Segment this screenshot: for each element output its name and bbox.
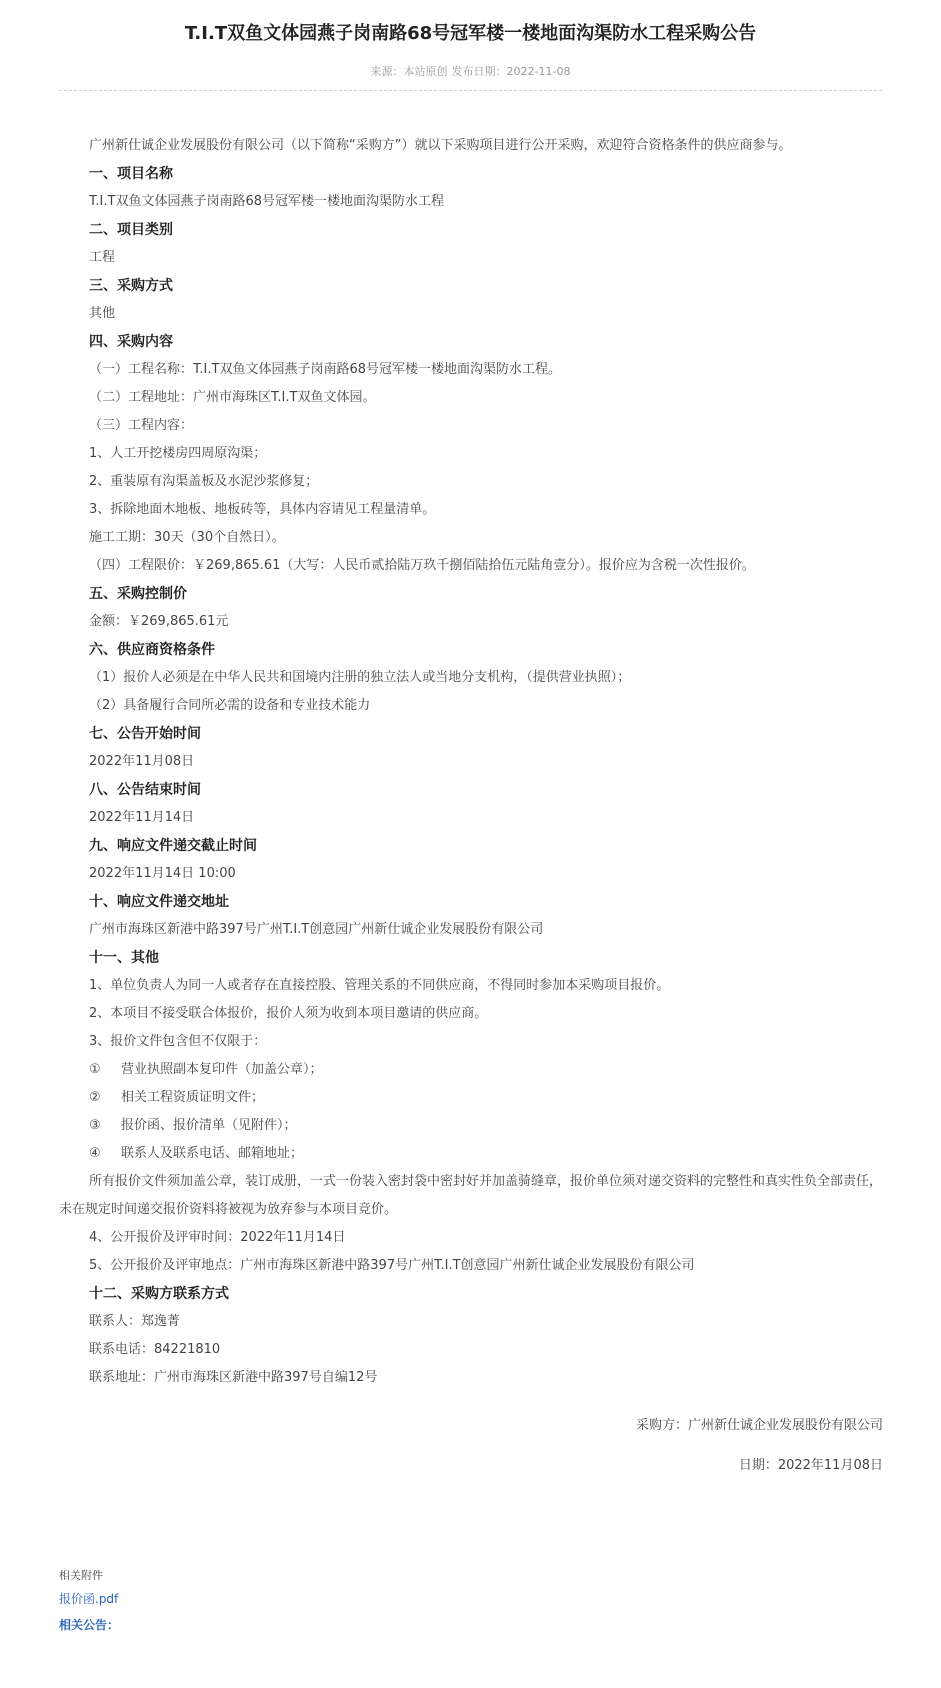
list-marker: ② — [89, 1090, 101, 1105]
section-text: 施工工期：30天（30个自然日）。 — [89, 530, 285, 545]
list-marker: ① — [89, 1062, 101, 1077]
list-item-text: 营业执照副本复印件（加盖公章）； — [121, 1062, 323, 1077]
section-text: （1）报价人必须是在中华人民共和国境内注册的独立法人或当地分支机构，（提供营业执照）； — [89, 670, 631, 685]
section-text: 其他 — [89, 306, 116, 321]
section-text: 5、公开报价及评审地点：广州市海珠区新港中路397号广州T.I.T创意园广州新仕诚企业发展股份有限公司 — [89, 1258, 695, 1273]
list-item-text: 相关工程资质证明文件； — [121, 1090, 265, 1105]
section-text: （一）工程名称：T.I.T双鱼文体园燕子岗南路68号冠军楼一楼地面沟渠防水工程。 — [89, 362, 561, 377]
section-text: T.I.T双鱼文体园燕子岗南路68号冠军楼一楼地面沟渠防水工程 — [89, 194, 444, 209]
section-text: 1、人工开挖楼房四周原沟渠； — [89, 446, 267, 461]
section-heading: 二、项目类别 — [89, 222, 173, 238]
section-heading: 九、响应文件递交截止时间 — [89, 838, 257, 854]
article-body — [59, 132, 883, 1392]
publish-date: 发布日期：2022-11-08 — [451, 65, 571, 78]
list-item — [59, 1112, 883, 1140]
section-text: 2、本项目不接受联合体报价，报价人须为收到本项目邀请的供应商。 — [89, 1006, 488, 1021]
list-item-text: 报价函、报价清单（见附件）； — [121, 1118, 297, 1133]
section-text: 工程 — [89, 250, 116, 265]
divider — [59, 90, 882, 91]
section-heading: 八、公告结束时间 — [89, 782, 201, 798]
article-meta — [0, 64, 941, 80]
section-heading: 十二、采购方联系方式 — [89, 1286, 229, 1302]
section-heading: 十、响应文件递交地址 — [89, 894, 229, 910]
contact-person: 联系人：郑逸菁 — [89, 1314, 181, 1329]
contact-address: 联系地址：广州市海珠区新港中路397号自编12号 — [89, 1370, 378, 1385]
section-heading: 一、项目名称 — [89, 166, 173, 182]
section-text: （2）具备履行合同所必需的设备和专业技术能力 — [89, 698, 371, 713]
signature-date: 日期：2022年11月08日 — [738, 1458, 883, 1473]
section-text: 广州市海珠区新港中路397号广州T.I.T创意园广州新仕诚企业发展股份有限公司 — [89, 922, 544, 937]
section-text: （四）工程限价：￥269,865.61（大写：人民币贰拾陆万玖千捌佰陆拾伍元陆角壹分）。报价应为含税一次性报价。 — [89, 558, 755, 573]
section-text: 金额：￥269,865.61元 — [89, 614, 229, 629]
section-text: （二）工程地址：广州市海珠区T.I.T双鱼文体园。 — [89, 390, 376, 405]
section-heading: 十一、其他 — [89, 950, 159, 966]
section-heading: 六、供应商资格条件 — [89, 642, 215, 658]
list-item — [59, 1056, 883, 1084]
contact-phone: 联系电话：84221810 — [89, 1342, 221, 1357]
list-item-text: 联系人及联系电话、邮箱地址； — [121, 1146, 304, 1161]
section-heading: 七、公告开始时间 — [89, 726, 201, 742]
section-text: 2022年11月14日 10:00 — [89, 866, 236, 881]
attachment-link[interactable]: 报价函.pdf — [59, 1592, 119, 1606]
attachments-label: 相关附件 — [59, 1569, 103, 1582]
section-text: 4、公开报价及评审时间：2022年11月14日 — [89, 1230, 346, 1245]
section-text: 3、拆除地面木地板、地板砖等，具体内容请见工程量清单。 — [89, 502, 436, 517]
section-heading: 四、采购内容 — [89, 334, 173, 350]
section-text: 2、重装原有沟渠盖板及水泥沙浆修复； — [89, 474, 319, 489]
list-item — [59, 1140, 883, 1168]
section-heading: 三、采购方式 — [89, 278, 173, 294]
signature-buyer: 采购方：广州新仕诚企业发展股份有限公司 — [635, 1418, 883, 1433]
list-marker: ④ — [89, 1146, 101, 1161]
page-title: T.I.T双鱼文体园燕子岗南路68号冠军楼一楼地面沟渠防水工程采购公告 — [184, 23, 757, 44]
section-text: 1、单位负责人为同一人或者存在直接控股、管理关系的不同供应商，不得同时参加本采购项目报价。 — [89, 978, 670, 993]
list-item — [59, 1084, 883, 1112]
section-text: 3、报价文件包含但不仅限于： — [89, 1034, 267, 1049]
related-notices-label: 相关公告： — [59, 1618, 120, 1632]
list-marker: ③ — [89, 1118, 101, 1133]
section-text: 2022年11月08日 — [89, 754, 195, 769]
section-heading: 五、采购控制价 — [89, 586, 187, 602]
intro-paragraph: 广州新仕诚企业发展股份有限公司（以下简称“采购方”）就以下采购项目进行公开采购，欢迎符合资格条件的供应商参与。 — [89, 138, 792, 153]
source-text: 来源：本站原创 — [370, 65, 448, 78]
section-text: 所有报价文件须加盖公章，装订成册，一式一份装入密封袋中密封好并加盖骑缝章，报价单位须对递交资料的完整性和真实性负全部责任，未在规定时间递交报价资料将被视为放弃参与本项目竞价。 — [59, 1174, 883, 1217]
section-text: （三）工程内容： — [89, 418, 194, 433]
section-text: 2022年11月14日 — [89, 810, 195, 825]
